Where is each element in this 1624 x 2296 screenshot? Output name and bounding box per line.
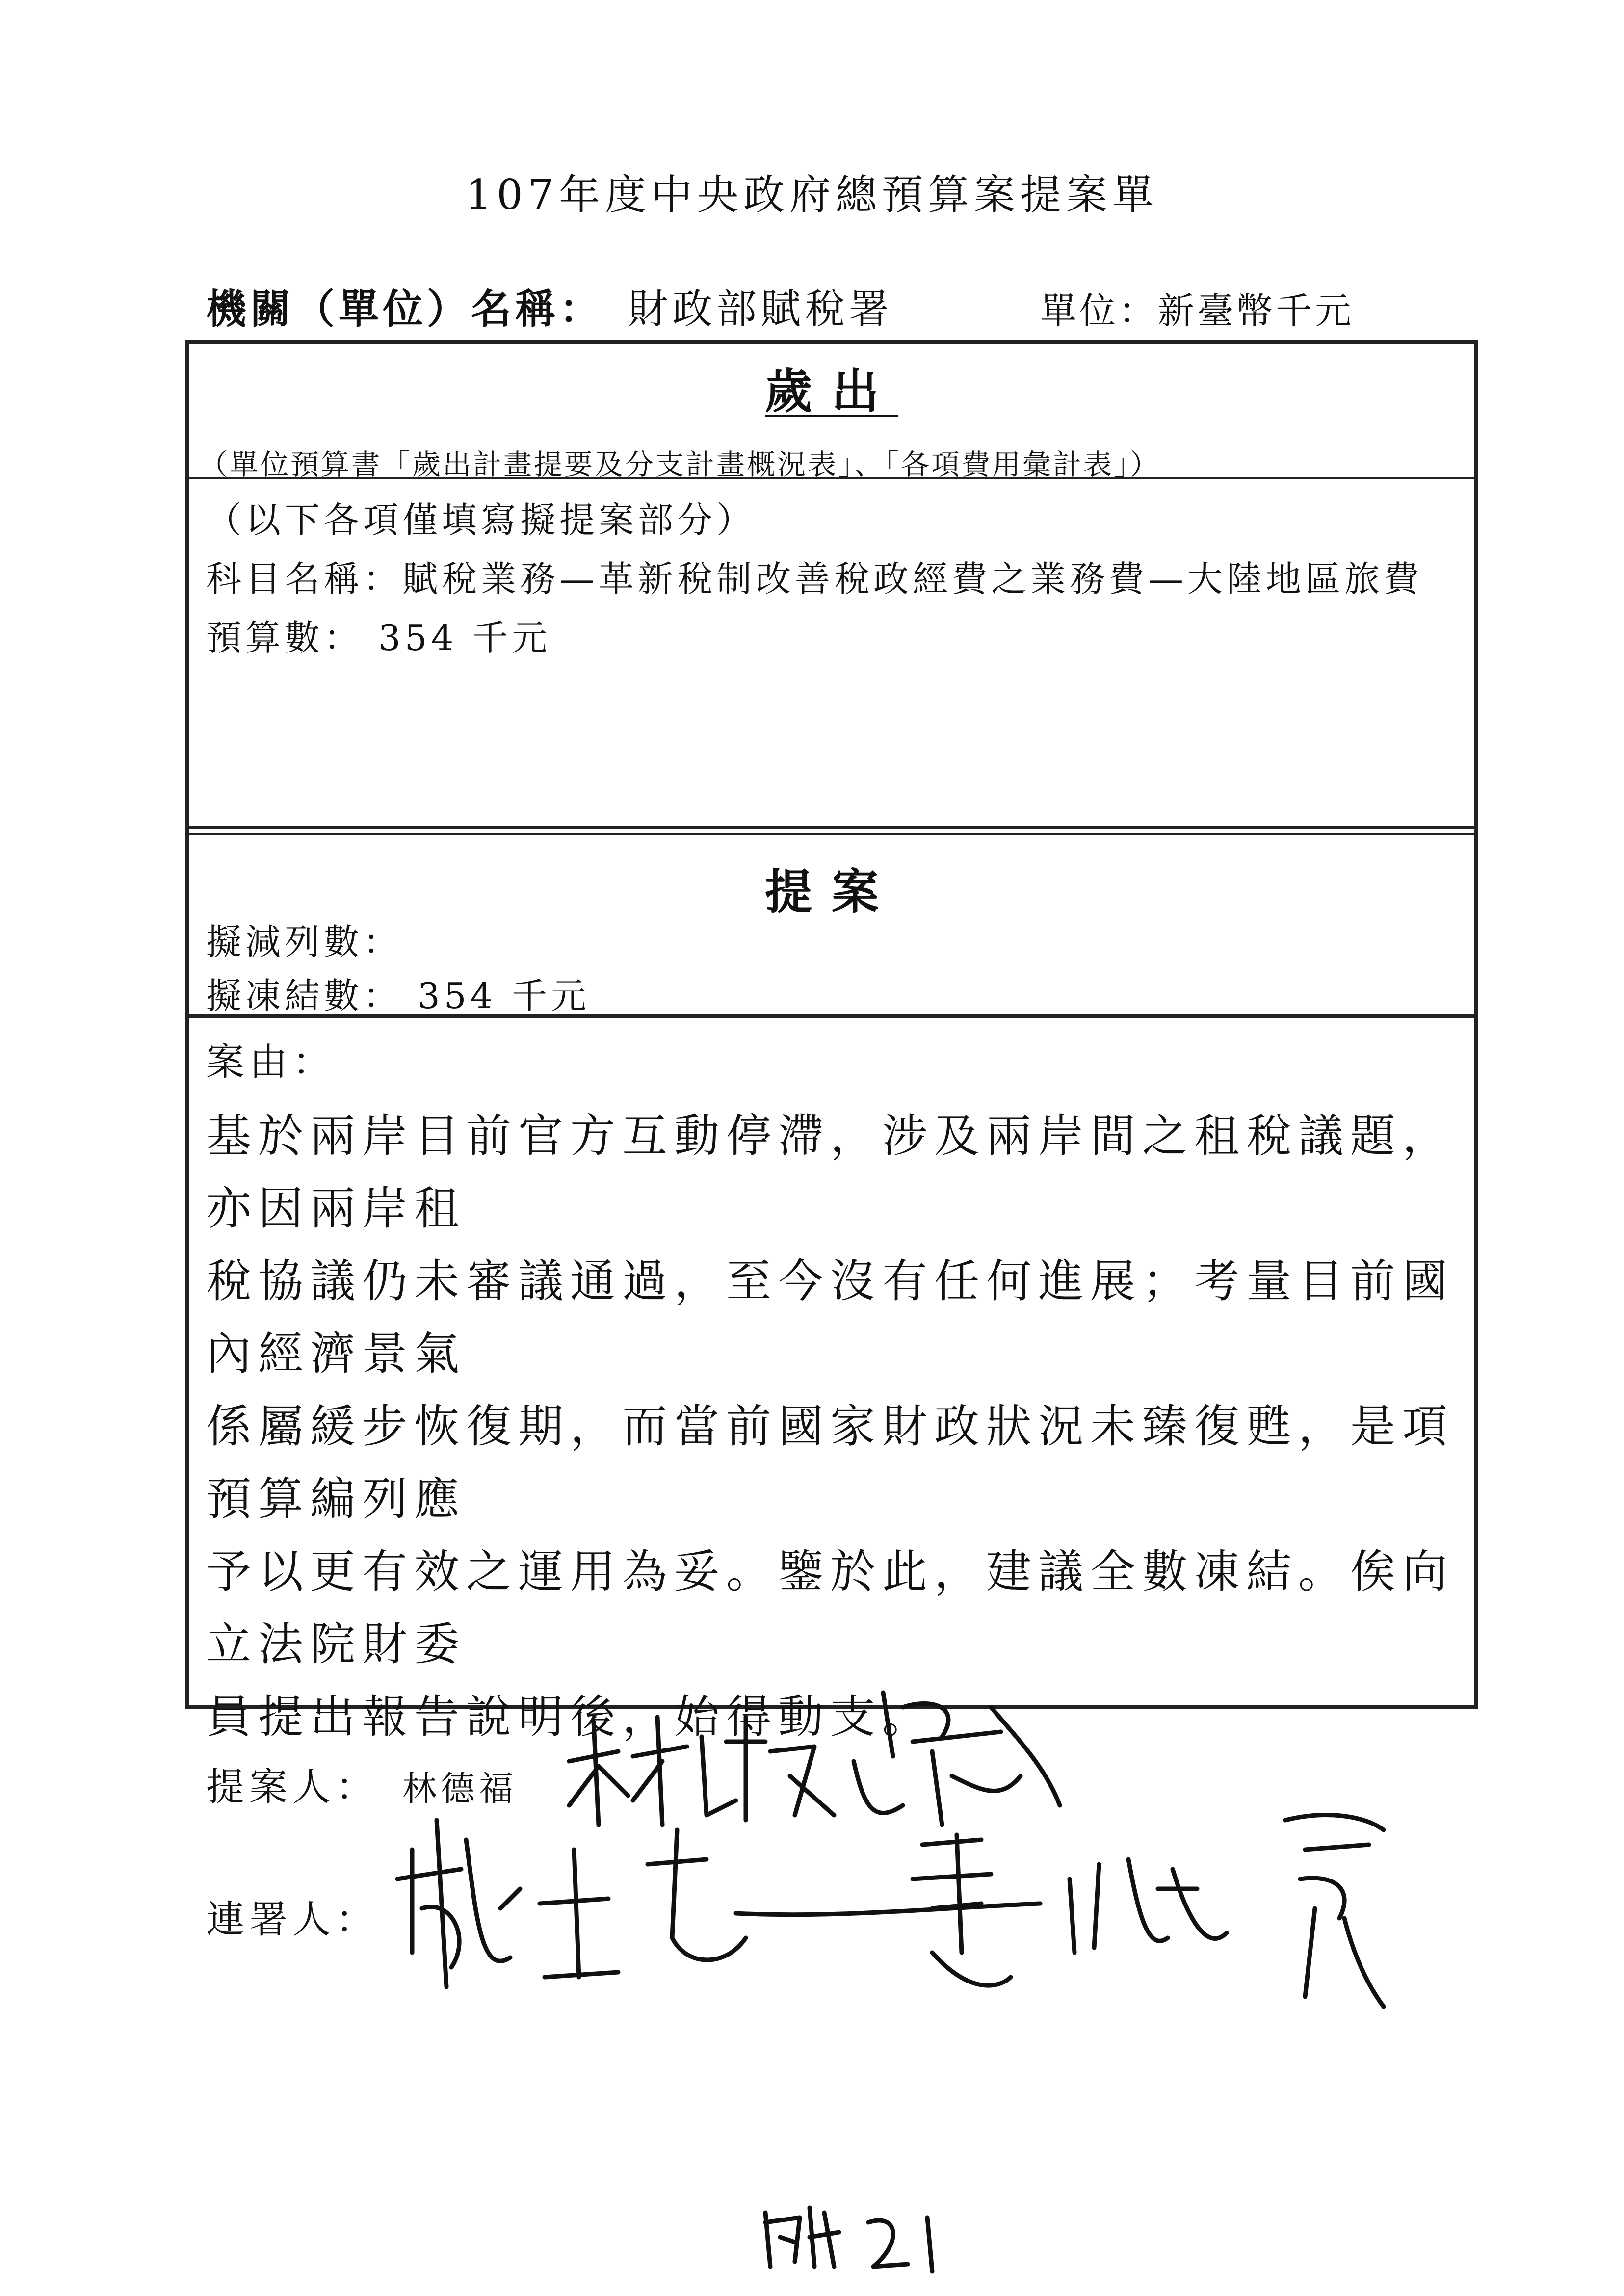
- expenditure-heading-text: 歲出: [765, 364, 898, 419]
- reason-line: 員提出報告說明後，始得動支。: [206, 1691, 935, 1743]
- proposal-form-table: [185, 340, 1478, 1743]
- proposer-name: 林德福: [402, 1769, 517, 1809]
- reason-line: 予以更有效之運用為妥。鑒於此，建議全數凍結。俟向立法院財委: [206, 1545, 1455, 1670]
- divider: [189, 826, 1474, 829]
- reduction-amount: 擬減列數：: [206, 921, 403, 963]
- reason-line: 稅協議仍未審議通過，至今沒有任何進展；考量目前國內經濟景氣: [206, 1255, 1455, 1380]
- divider: [189, 833, 1474, 835]
- agency-label: 機關（單位）名稱：: [206, 286, 604, 333]
- subject-name: 科目名稱：賦稅業務—革新稅制改善稅政經費之業務費—大陸地區旅費: [206, 558, 1423, 600]
- agency-line: [206, 277, 893, 335]
- reason-line: 係屬緩步恢復期，而當前國家財政狀況未臻復甦，是項預算編列應: [206, 1400, 1455, 1525]
- budget-amount: 預算數： 354 千元: [206, 617, 551, 658]
- divider: [189, 477, 1474, 479]
- proposer-label: 提案人：: [206, 1765, 379, 1809]
- cosigner-label: 連署人：: [206, 1898, 379, 1942]
- document-title: 107年度中央政府總預算案提案單: [465, 171, 1159, 219]
- expenditure-heading: [189, 354, 1474, 421]
- handwritten-page-mark: [760, 2193, 957, 2281]
- reason-text: [206, 1100, 1472, 1753]
- source-note: （單位預算書「歲出計畫提要及分支計畫概況表」、「各項費用彙計表」）: [199, 448, 1161, 481]
- agency-name: 財政部賦稅署: [628, 286, 893, 333]
- handwritten-signature-cosigners: [393, 1791, 1496, 2046]
- proposal-heading: 提案: [765, 864, 898, 919]
- reason-line: 基於兩岸目前官方互動停滯，涉及兩岸間之租稅議題，亦因兩岸租: [206, 1110, 1455, 1235]
- instruction-note: （以下各項僅填寫擬提案部分）: [206, 499, 756, 541]
- freeze-amount: 擬凍結數： 354 千元: [206, 975, 591, 1017]
- reason-label: 案由：: [206, 1040, 336, 1084]
- currency-unit: 單位：新臺幣千元: [1040, 290, 1354, 332]
- divider: [189, 1014, 1474, 1018]
